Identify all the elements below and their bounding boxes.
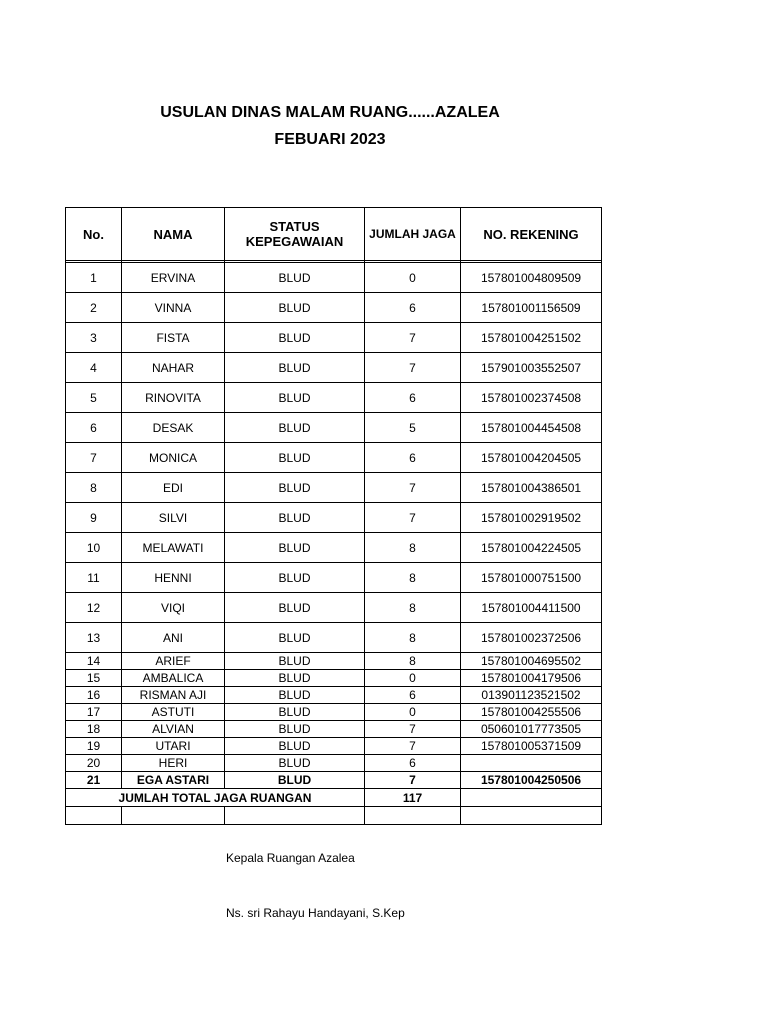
table-row [66,413,602,443]
page-title: USULAN DINAS MALAM RUANG......AZALEA [160,104,500,121]
cell-jaga: 7 [365,721,461,738]
cell-jaga: 7 [365,738,461,755]
cell-status: BLUD [225,323,365,353]
blank-cell [66,807,122,825]
signature-name: Ns. sri Rahayu Handayani, S.Kep [226,906,405,920]
cell-status: BLUD [225,443,365,473]
cell-nama: RINOVITA [122,383,225,413]
blank-cell [225,807,365,825]
cell-jaga: 0 [365,263,461,293]
table-row [66,533,602,563]
cell-nama: HERI [122,755,225,772]
cell-rekening: 157801004411500 [461,593,602,623]
cell-status: BLUD [225,670,365,687]
cell-jaga: 6 [365,293,461,323]
table-row [66,755,602,772]
table-row [66,687,602,704]
cell-no: 17 [66,704,122,721]
table-row [66,653,602,670]
table-row [66,353,602,383]
table-row [66,443,602,473]
table-row [66,623,602,653]
cell-rekening: 157801002372506 [461,623,602,653]
cell-jaga: 6 [365,687,461,704]
cell-status: BLUD [225,704,365,721]
total-label: JUMLAH TOTAL JAGA RUANGAN [66,789,365,807]
cell-jaga: 0 [365,670,461,687]
total-row [66,789,602,807]
cell-nama: RISMAN AJI [122,687,225,704]
cell-jaga: 5 [365,413,461,443]
table-row [66,383,602,413]
cell-rekening: 157801002919502 [461,503,602,533]
cell-rekening [461,755,602,772]
signature-role: Kepala Ruangan Azalea [226,851,355,865]
cell-no: 2 [66,293,122,323]
cell-rekening: 157801004251502 [461,323,602,353]
col-header-jumlah: JUMLAH JAGA [365,208,461,261]
table-row [66,738,602,755]
cell-no: 3 [66,323,122,353]
table-row [66,721,602,738]
cell-rekening: 157801004695502 [461,653,602,670]
cell-nama: FISTA [122,323,225,353]
cell-no: 5 [66,383,122,413]
table-row [66,263,602,293]
cell-no: 19 [66,738,122,755]
cell-jaga: 7 [365,772,461,789]
table-row [66,473,602,503]
cell-rekening: 157801004255506 [461,704,602,721]
duty-table [65,207,602,825]
cell-nama: EDI [122,473,225,503]
cell-jaga: 7 [365,353,461,383]
table-row [66,323,602,353]
cell-status: BLUD [225,721,365,738]
cell-rekening: 157801004454508 [461,413,602,443]
cell-nama: VIQI [122,593,225,623]
cell-rekening: 157801001156509 [461,293,602,323]
cell-status: BLUD [225,293,365,323]
cell-no: 9 [66,503,122,533]
total-empty-cell [461,789,602,807]
cell-nama: ALVIAN [122,721,225,738]
cell-status: BLUD [225,623,365,653]
cell-status: BLUD [225,593,365,623]
cell-jaga: 6 [365,755,461,772]
table-row [66,772,602,789]
cell-rekening: 050601017773505 [461,721,602,738]
cell-rekening: 157801004250506 [461,772,602,789]
cell-nama: AMBALICA [122,670,225,687]
table-row [66,563,602,593]
page-subtitle-period: FEBUARI 2023 [274,131,386,148]
cell-nama: ASTUTI [122,704,225,721]
cell-no: 13 [66,623,122,653]
cell-no: 7 [66,443,122,473]
cell-no: 15 [66,670,122,687]
cell-nama: ERVINA [122,263,225,293]
cell-status: BLUD [225,533,365,563]
blank-cell [365,807,461,825]
cell-jaga: 6 [365,443,461,473]
cell-nama: EGA ASTARI [122,772,225,789]
cell-nama: MELAWATI [122,533,225,563]
blank-cell [461,807,602,825]
cell-nama: ARIEF [122,653,225,670]
cell-no: 20 [66,755,122,772]
cell-status: BLUD [225,772,365,789]
cell-status: BLUD [225,353,365,383]
cell-nama: SILVI [122,503,225,533]
total-value: 117 [365,789,461,807]
table-row [66,503,602,533]
cell-jaga: 7 [365,473,461,503]
col-header-status [225,208,365,261]
cell-rekening: 157801005371509 [461,738,602,755]
cell-nama: HENNI [122,563,225,593]
cell-status: BLUD [225,755,365,772]
blank-row [66,807,602,825]
cell-no: 4 [66,353,122,383]
cell-no: 1 [66,263,122,293]
cell-jaga: 8 [365,653,461,670]
cell-nama: ANI [122,623,225,653]
cell-rekening: 157801004809509 [461,263,602,293]
cell-status: BLUD [225,383,365,413]
cell-status: BLUD [225,563,365,593]
cell-status: BLUD [225,738,365,755]
cell-no: 8 [66,473,122,503]
cell-rekening: 157901003552507 [461,353,602,383]
cell-jaga: 7 [365,323,461,353]
cell-status: BLUD [225,263,365,293]
cell-jaga: 8 [365,563,461,593]
cell-status: BLUD [225,503,365,533]
cell-status: BLUD [225,687,365,704]
table-row [66,670,602,687]
cell-no: 14 [66,653,122,670]
cell-status: BLUD [225,473,365,503]
cell-jaga: 7 [365,503,461,533]
table-row [66,704,602,721]
col-header-nama: NAMA [122,208,225,261]
cell-no: 11 [66,563,122,593]
cell-rekening: 157801004224505 [461,533,602,563]
cell-no: 6 [66,413,122,443]
table-row [66,593,602,623]
cell-rekening: 157801004204505 [461,443,602,473]
cell-nama: NAHAR [122,353,225,383]
cell-jaga: 8 [365,623,461,653]
cell-rekening: 157801000751500 [461,563,602,593]
cell-jaga: 6 [365,383,461,413]
cell-rekening: 157801004179506 [461,670,602,687]
cell-no: 12 [66,593,122,623]
cell-rekening: 157801004386501 [461,473,602,503]
cell-no: 10 [66,533,122,563]
cell-no: 18 [66,721,122,738]
cell-jaga: 8 [365,593,461,623]
cell-nama: DESAK [122,413,225,443]
cell-status: BLUD [225,413,365,443]
cell-status: BLUD [225,653,365,670]
cell-nama: MONICA [122,443,225,473]
cell-no: 16 [66,687,122,704]
cell-no: 21 [66,772,122,789]
cell-nama: VINNA [122,293,225,323]
cell-rekening: 013901123521502 [461,687,602,704]
cell-rekening: 157801002374508 [461,383,602,413]
col-header-status-label: STATUS KEPEGAWAIAN [245,219,344,249]
blank-cell [122,807,225,825]
cell-jaga: 0 [365,704,461,721]
cell-nama: UTARI [122,738,225,755]
cell-jaga: 8 [365,533,461,563]
col-header-rekening: NO. REKENING [461,208,602,261]
table-header-row [66,208,602,261]
table-row [66,293,602,323]
col-header-no: No. [66,208,122,261]
